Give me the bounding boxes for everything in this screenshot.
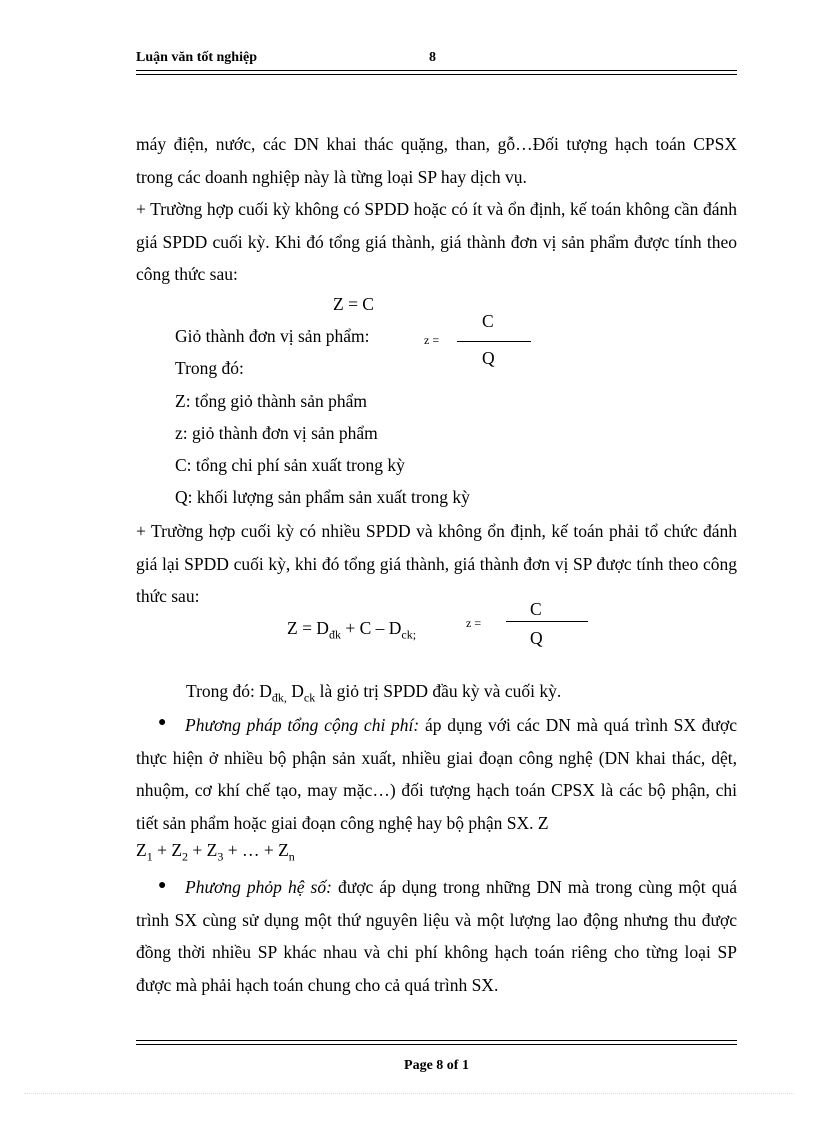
sum-sub-3: 3 <box>217 849 224 864</box>
footer-page-label: Page 8 of 1 <box>404 1058 469 1073</box>
where-2-start: Trong đó: D <box>186 681 272 701</box>
sum-sub-2: 2 <box>182 849 189 864</box>
formula-total-wip <box>287 618 416 643</box>
footer-rule-bottom <box>136 1044 737 1045</box>
paragraph-3: + Trường hợp cuối kỳ có nhiều SPDD và không ổn định, kế toán phải tổ chức đánh giá lại SPDD cuối kỳ, khi đó tổng giá thành, giá thành đơn vị SP được tính theo công thức sau: <box>136 521 737 606</box>
bullet-2-text <box>136 871 737 1001</box>
unit-price-label: Giỏ thành đơn vị sản phẩm: <box>175 326 370 346</box>
bullet-icon: ● <box>158 715 167 730</box>
bullet-1-body: áp dụng với các DN mà quá trình SX được thực hiện ở nhiều bộ phận sản xuất, nhiều giai đoạn công nghệ (DN khai thác, dệt, nhuộm, cơ khí chế tạo, may mặc…) đối tượng hạch toán CPSX là các bộ phận, chi tiết sản phẩm hoặc giai đoạn công nghệ hay bộ phận SX. Z <box>136 715 737 833</box>
bullet-2-body: được áp dụng trong những DN mà trong cùng một quá trình SX cùng sử dụng một thứ nguyên liệu và một lượng lao động nhưng thu được đồng thời nhiều SP khác nhau và chi phí không hạch toán riêng cho từng loại SP được mà phải hạch toán chung cho cả quá trình SX. <box>136 877 737 995</box>
header-title: Luận văn tốt nghiệp <box>136 50 257 65</box>
bullet-1-title: Phương pháp tổng cộng chi phí: <box>185 715 420 735</box>
sum-formula <box>136 840 295 865</box>
bullet-1-text <box>136 709 737 839</box>
sum-z: Z <box>136 840 147 860</box>
fraction-2-numerator: C <box>530 599 542 619</box>
sum-plus-2: + Z <box>188 840 218 860</box>
where-2 <box>186 681 561 706</box>
formula-2-sub-start: đk <box>328 627 341 642</box>
where-2-sub-end: ck <box>303 690 316 705</box>
where-2-mid: D <box>286 681 304 701</box>
sum-plus-1: + Z <box>152 840 183 860</box>
sum-sub-1: 1 <box>146 849 153 864</box>
where-label: Trong đó: <box>175 358 244 378</box>
where-2-end: là giỏ trị SPDD đầu kỳ và cuối kỳ. <box>315 681 562 701</box>
definition-production-cost: C: tổng chi phí sản xuất trong kỳ <box>175 455 405 475</box>
formula-2-sub-end: ck; <box>401 627 417 642</box>
fraction-numerator: C <box>482 311 494 331</box>
header-rule-bottom <box>136 74 737 75</box>
paragraph-1: máy điện, nước, các DN khai thác quặng, than, gỗ…Đối tượng hạch toán CPSX trong các doanh nghiệp này là từng loại SP hay dịch vụ. <box>136 134 737 187</box>
fraction-2-denominator: Q <box>530 628 543 648</box>
formula-total: Z = C <box>333 294 374 314</box>
definition-quantity: Q: khối lượng sản phẩm sản xuất trong kỳ <box>175 487 470 507</box>
paragraph-2: + Trường hợp cuối kỳ không có SPDD hoặc có ít và ổn định, kế toán không cần đánh giá SPDD cuối kỳ. Khi đó tổng giá thành, giá thành đơn vị sản phẩm được tính theo công thức sau: <box>136 199 737 284</box>
sum-rest: + … + Z <box>223 840 289 860</box>
header-rule-top <box>136 70 737 71</box>
z-equals: z = <box>424 333 440 347</box>
definition-unit-cost: z: giỏ thành đơn vị sản phẩm <box>175 423 378 443</box>
fraction-2-bar <box>506 621 588 622</box>
definition-total-cost: Z: tổng giỏ thành sản phẩm <box>175 391 367 411</box>
sum-sub-n: n <box>288 849 295 864</box>
bullet-2-title: Phương phỏp hệ số: <box>185 877 332 897</box>
bullet-icon: ● <box>158 878 167 893</box>
formula-2-lhs: Z = D <box>287 618 329 638</box>
header-page-number: 8 <box>429 50 436 65</box>
z-equals-2: z = <box>466 616 482 630</box>
footer-rule-top <box>136 1040 737 1041</box>
where-2-sub-start: đk, <box>271 690 287 705</box>
formula-2-mid: + C – D <box>340 618 402 638</box>
fraction-denominator: Q <box>482 348 495 368</box>
fraction-bar <box>457 341 531 342</box>
page-edge <box>24 1093 794 1094</box>
